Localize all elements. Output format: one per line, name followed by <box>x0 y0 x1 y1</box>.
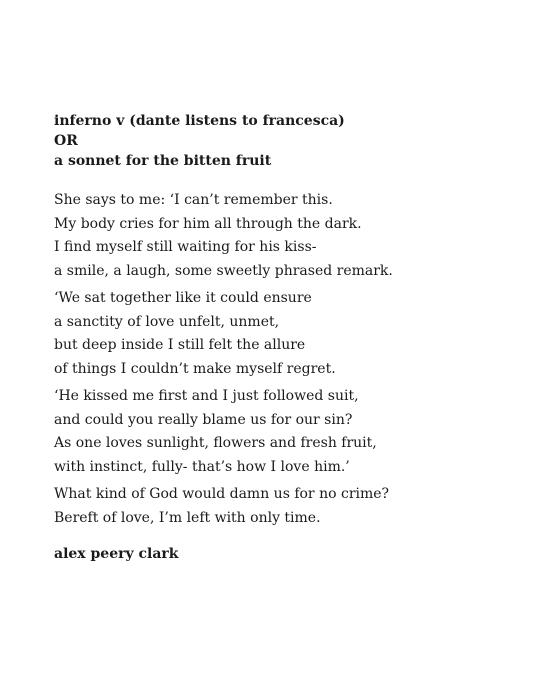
stanza-4 <box>54 483 514 530</box>
poem-line: ‘We sat together like it could ensure <box>54 290 312 306</box>
stanza-3 <box>54 385 514 479</box>
poem-line: I find myself still waiting for his kiss- <box>54 239 317 255</box>
poem-line: and could you really blame us for our sin? <box>54 411 353 428</box>
poem-line: Bereft of love, I’m left with only time. <box>54 509 321 526</box>
poem-line: a smile, a laugh, some sweetly phrased remark. <box>54 262 393 279</box>
poem-line: with instinct, fully- that’s how I love him.’ <box>54 458 350 475</box>
poem-title <box>54 111 514 171</box>
poem-line: As one loves sunlight, flowers and fresh fruit, <box>54 435 377 451</box>
poem-line: of things I couldn’t make myself regret. <box>54 360 336 377</box>
author-name: alex peery clark <box>54 546 179 562</box>
title-line-3: a sonnet for the bitten fruit <box>54 153 272 169</box>
stanza-1 <box>54 189 514 283</box>
poem-line: a sanctity of love unfelt, unmet, <box>54 313 280 330</box>
stanza-2 <box>54 287 514 381</box>
poem-line: She says to me: ‘I can’t remember this. <box>54 192 333 208</box>
poem-line: What kind of God would damn us for no crime? <box>54 486 390 502</box>
poem-line: but deep inside I still felt the allure <box>54 337 306 353</box>
title-line-1: inferno v (dante listens to francesca) <box>54 113 345 129</box>
poem-page <box>54 111 514 564</box>
title-line-2: OR <box>54 133 78 149</box>
poem-line: ‘He kissed me first and I just followed suit, <box>54 388 359 404</box>
poem-line: My body cries for him all through the dark. <box>54 215 362 232</box>
